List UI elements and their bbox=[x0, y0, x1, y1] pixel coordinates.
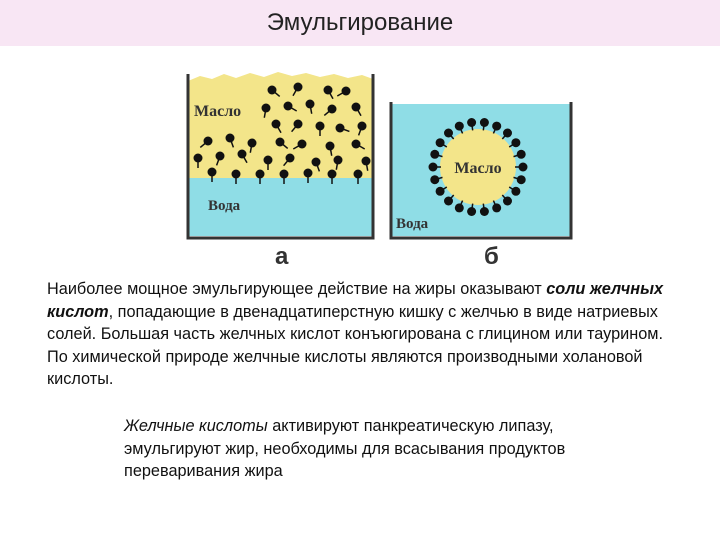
panel-b-letter: б bbox=[484, 243, 499, 270]
panel-a-letter: а bbox=[275, 243, 289, 270]
paragraph-text-2: , попадающие в двенадцатиперстную кишку с желчью в виде натриевых солей. Большая часть желчных кислот конъюгирована с глицином или таурином. По химической природе желчные кислоты являются производными холановой кислоты. bbox=[47, 302, 664, 388]
panel-a-water-label: Вода bbox=[208, 198, 241, 214]
bile-acids-note bbox=[124, 415, 604, 483]
panel-a-oil-surface bbox=[188, 72, 373, 84]
title-bar bbox=[0, 0, 720, 46]
panel-a bbox=[188, 72, 373, 270]
panel-b bbox=[391, 102, 571, 270]
panel-b-water-label: Вода bbox=[396, 216, 429, 232]
panel-a-oil-label: Масло bbox=[194, 103, 242, 120]
emulsification-diagram bbox=[180, 54, 580, 276]
note-text: активируют панкреатическую липазу, эмульгируют жир, необходимы для всасывания продуктов переваривания жира bbox=[124, 417, 566, 480]
paragraph-text-1: Наиболее мощное эмульгирующее действие на жиры оказывают bbox=[47, 280, 547, 298]
note-bile-acids-term: Желчные кислоты bbox=[124, 417, 268, 435]
panel-b-oil-label: Масло bbox=[454, 160, 502, 177]
page-title: Эмульгирование bbox=[266, 9, 454, 36]
paragraph-bile-salts-term: соли желчных кислот bbox=[47, 280, 664, 321]
main-paragraph bbox=[47, 278, 687, 391]
